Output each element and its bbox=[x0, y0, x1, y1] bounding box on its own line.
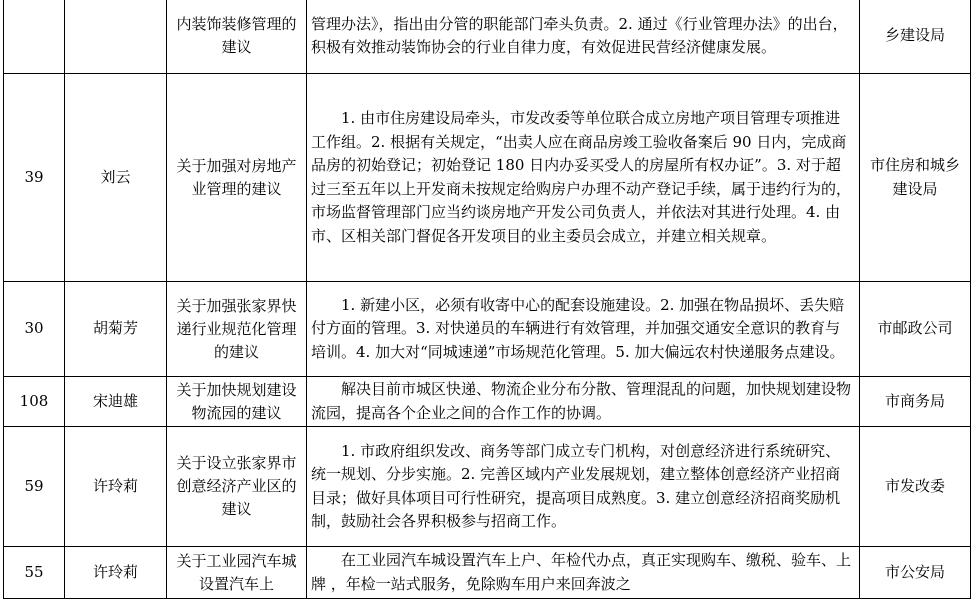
proposer-name: 许玲莉 bbox=[65, 547, 167, 599]
proposer-name: 宋迪雄 bbox=[65, 377, 167, 427]
responsible-department: 乡建设局 bbox=[860, 0, 971, 74]
table-row bbox=[4, 74, 971, 282]
proposal-content: 1. 市政府组织发改、商务等部门成立专门机构，对创意经济进行系统研究、统一规划、分步实施。2. 完善区域内产业发展规划，建立整体创意经济产业招商目录；做好具体项目可行性研究，提高项目成熟度。3. 建立创意经济招商奖励机制，鼓励社会各界积极参与招商工作。 bbox=[307, 427, 860, 547]
table-row bbox=[4, 377, 971, 427]
responsible-department: 市邮政公司 bbox=[860, 282, 971, 377]
proposal-title: 关于加快规划建设物流园的建议 bbox=[167, 377, 307, 427]
responsible-department: 市商务局 bbox=[860, 377, 971, 427]
row-number: 39 bbox=[4, 74, 65, 282]
responsible-department: 市住房和城乡建设局 bbox=[860, 74, 971, 282]
proposal-table bbox=[3, 0, 971, 599]
proposer-name: 胡菊芳 bbox=[65, 282, 167, 377]
row-number: 108 bbox=[4, 377, 65, 427]
proposal-content: 1. 新建小区，必须有收寄中心的配套设施建设。2. 加强在物品损坏、丢失赔付方面的管理。3. 对快递员的车辆进行有效管理，并加强交通安全意识的教育与培训。4. 加大对“同城速递”市场规范化管理。5. 加大偏远农村快递服务点建设。 bbox=[307, 282, 860, 377]
responsible-department: 市发改委 bbox=[860, 427, 971, 547]
proposal-title: 关于加强对房地产业管理的建议 bbox=[167, 74, 307, 282]
table-row bbox=[4, 547, 971, 599]
proposal-title: 关于设立张家界市创意经济产业区的建议 bbox=[167, 427, 307, 547]
proposer-name bbox=[65, 0, 167, 74]
proposal-content: 1. 由市住房建设局牵头，市发改委等单位联合成立房地产项目管理专项推进工作组。2. 根据有关规定，“出卖人应在商品房竣工验收备案后 90 日内，完成商品房的初始登记；初始登记 180 日内办妥买受人的房屋所有权办证”。3. 对于超过三至五年以上开发商未按规定给购房户办理不动产登记手续，属于违约行为的，市场监督管理部门应当约谈房地产开发公司负责人，并依法对其进行处理。4. 由市、区相关部门督促各开发项目的业主委员会成立，并建立相关规章。 bbox=[307, 74, 860, 282]
proposal-content: 在工业园汽车城设置汽车上户、年检代办点，真正实现购车、缴税、验车、上牌 ，年检一站式服务，免除购车用户来回奔波之 bbox=[307, 547, 860, 599]
responsible-department: 市公安局 bbox=[860, 547, 971, 599]
proposer-name: 刘云 bbox=[65, 74, 167, 282]
proposal-title: 关于工业园汽车城设置汽车上 bbox=[167, 547, 307, 599]
proposal-content: 解决目前市城区快递、物流企业分布分散、管理混乱的问题，加快规划建设物流园，提高各个企业之间的合作工作的协调。 bbox=[307, 377, 860, 427]
table-row bbox=[4, 427, 971, 547]
row-number: 59 bbox=[4, 427, 65, 547]
row-number bbox=[4, 0, 65, 74]
proposal-title: 关于加强张家界快递行业规范化管理的建议 bbox=[167, 282, 307, 377]
proposal-title: 内装饰装修管理的建议 bbox=[167, 0, 307, 74]
row-number: 30 bbox=[4, 282, 65, 377]
table-row bbox=[4, 282, 971, 377]
table-row bbox=[4, 0, 971, 74]
proposal-content: 管理办法》，指出由分管的职能部门牵头负责。2. 通过《行业管理办法》的出台，积极有效推动装饰协会的行业自律力度，有效促进民营经济健康发展。 bbox=[307, 0, 860, 74]
proposer-name: 许玲莉 bbox=[65, 427, 167, 547]
row-number: 55 bbox=[4, 547, 65, 599]
